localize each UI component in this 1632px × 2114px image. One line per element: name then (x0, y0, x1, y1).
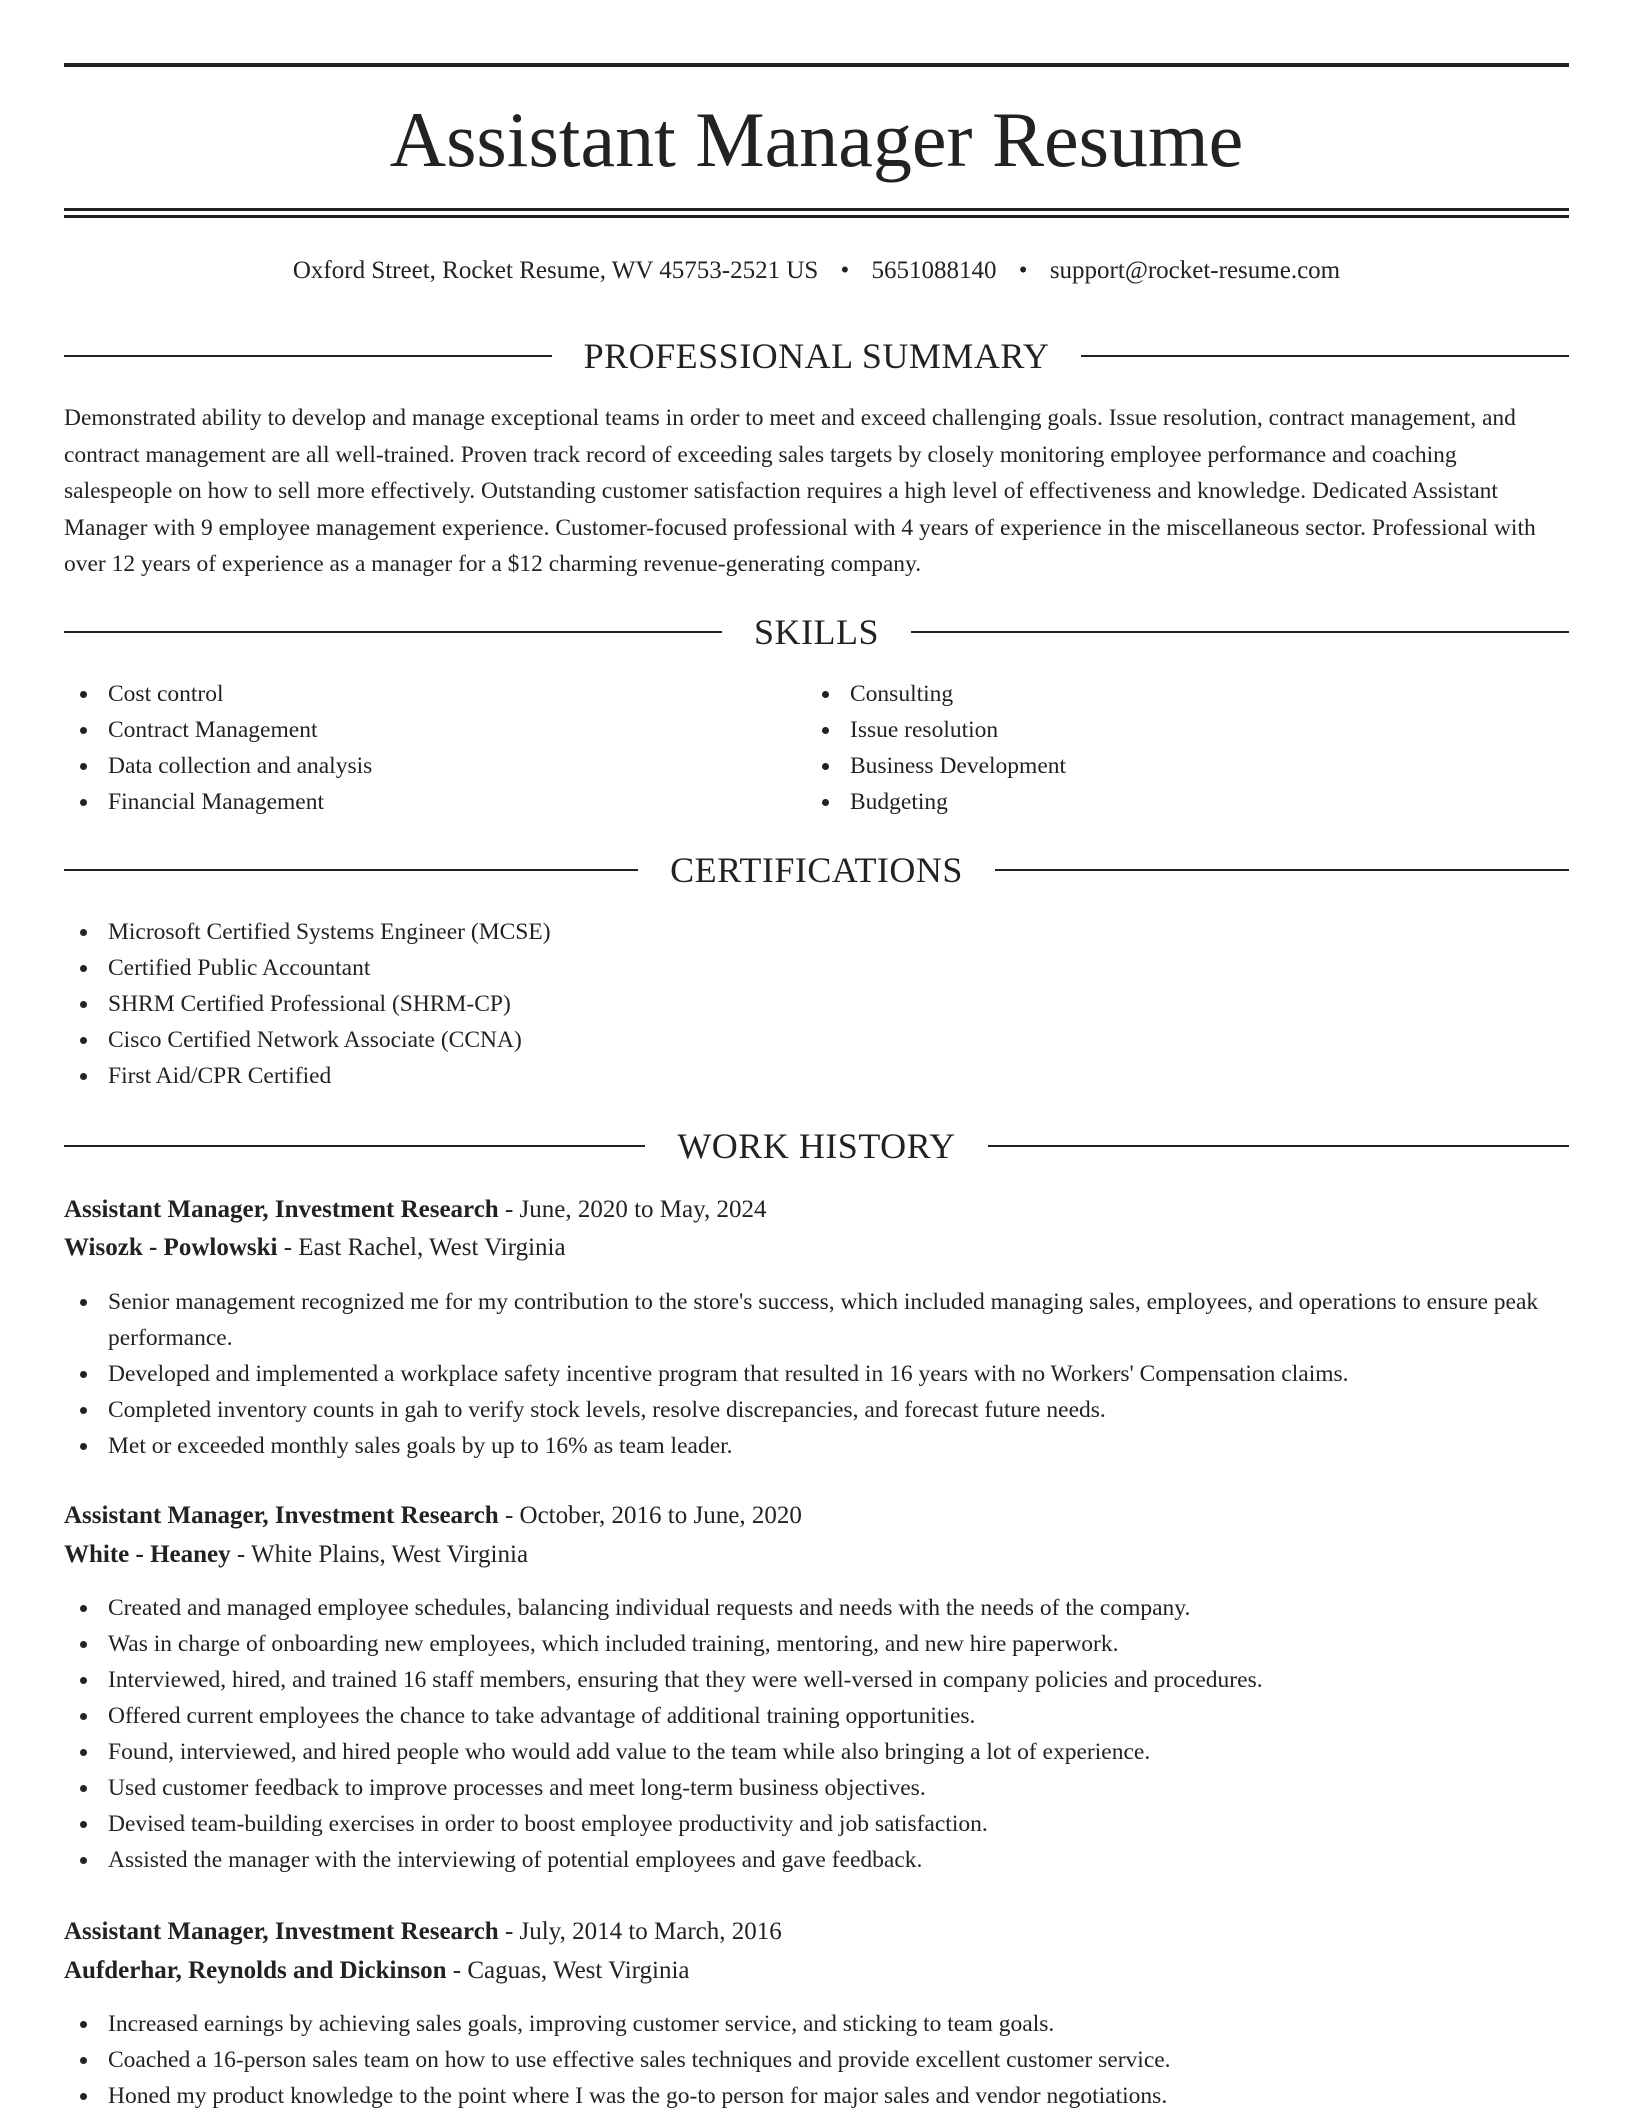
job-bullet: Completed inventory counts in gah to verify stock levels, resolve discrepancies, and forecast future needs. (64, 1392, 1569, 1428)
job-company-line (64, 1230, 1569, 1266)
job-bullet: Devised team-building exercises in order to boost employee productivity and job satisfaction. (64, 1806, 1569, 1842)
skill-item: Contract Management (64, 712, 804, 748)
job-location: - White Plains, West Virginia (230, 1541, 529, 1568)
skills-heading: SKILLS (754, 612, 880, 652)
job-bullet: Coached a 16-person sales team on how to use effective sales techniques and provide excellent customer service. (64, 2042, 1569, 2078)
heading-rule-right (1081, 355, 1569, 357)
job-location: - Caguas, West Virginia (446, 1957, 690, 1984)
skill-item: Issue resolution (806, 712, 1546, 748)
job-dates: - July, 2014 to March, 2016 (498, 1918, 782, 1945)
job-dates: - October, 2016 to June, 2020 (498, 1502, 802, 1529)
job-title: Assistant Manager, Investment Research (64, 1502, 499, 1529)
resume-title: Assistant Manager Resume (389, 96, 1244, 183)
heading-rule-left (64, 1145, 645, 1147)
job-bullet: Developed and implemented a workplace safety incentive program that resulted in 16 years with no Workers' Compensation claims. (64, 1356, 1569, 1392)
job-company: White - Heaney (64, 1541, 231, 1568)
job-title-line (64, 1498, 1569, 1534)
skill-item: Data collection and analysis (64, 748, 804, 784)
job-bullet: Assisted the manager with the interviewing of potential employees and gave feedback. (64, 1842, 1569, 1878)
top-rule (64, 63, 1569, 67)
certification-item: Microsoft Certified Systems Engineer (MCSE) (64, 914, 1569, 950)
job-bullet: Was in charge of onboarding new employees, which included training, mentoring, and new hire paperwork. (64, 1626, 1569, 1662)
job-company-line (64, 1537, 1569, 1573)
summary-heading: PROFESSIONAL SUMMARY (583, 336, 1050, 376)
job-title-line (64, 1192, 1569, 1228)
job-bullet: Senior management recognized me for my contribution to the store's success, which included managing sales, employees, and operations to ensure peak performance. (64, 1284, 1569, 1356)
certifications-section-heading (64, 848, 1569, 892)
certifications-heading: CERTIFICATIONS (670, 850, 963, 890)
certification-item: Cisco Certified Network Associate (CCNA) (64, 1022, 1569, 1058)
heading-rule-left (64, 355, 552, 357)
skill-item: Financial Management (64, 784, 804, 820)
job-bullets (64, 1284, 1569, 1464)
heading-rule-left (64, 869, 638, 871)
job-company: Aufderhar, Reynolds and Dickinson (64, 1957, 447, 1984)
job-title: Assistant Manager, Investment Research (64, 1918, 499, 1945)
skill-item: Budgeting (806, 784, 1546, 820)
heading-rule-right (988, 1145, 1569, 1147)
job-bullets (64, 1590, 1569, 1878)
job-bullet: Honed my product knowledge to the point where I was the go-to person for major sales and vendor negotiations. (64, 2078, 1569, 2114)
title-double-rule-lower (64, 215, 1569, 218)
job-bullet: Met or exceeded monthly sales goals by up to 16% as team leader. (64, 1428, 1569, 1464)
skill-item: Cost control (64, 676, 804, 712)
job-company-line (64, 1953, 1569, 1989)
work-history-section-heading (64, 1124, 1569, 1168)
job-dates: - June, 2020 to May, 2024 (498, 1196, 767, 1223)
job-bullet: Found, interviewed, and hired people who would add value to the team while also bringing a lot of experience. (64, 1734, 1569, 1770)
heading-rule-right (995, 869, 1569, 871)
certifications-list (64, 914, 1569, 1094)
job-bullet: Used customer feedback to improve processes and meet long-term business objectives. (64, 1770, 1569, 1806)
contact-phone: 5651088140 (871, 257, 997, 284)
contact-email: support@rocket-resume.com (1049, 257, 1341, 284)
title-double-rule-upper (64, 208, 1569, 211)
job-company: Wisozk - Powlowski (64, 1234, 278, 1261)
summary-text: Demonstrated ability to develop and manage exceptional teams in order to meet and exceed challenging goals. Issue resolution, contract management, and contract management are all well-trained. Proven track record of exceeding sales targets by closely monitoring employee performance and coaching salespeople on how to sell more effectively. Outstanding customer satisfaction requires a high level of effectiveness and knowledge. Dedicated Assistant Manager with 9 employee management experience. Customer-focused professional with 4 years of experience in the miscellaneous sector. Professional with over 12 years of experience as a manager for a $12 charming revenue-generating company. (64, 405, 1536, 577)
skills-list-left (64, 676, 804, 820)
contact-separator: • (1018, 257, 1028, 284)
skills-section-heading (64, 610, 1569, 654)
skills-list-right (806, 676, 1546, 820)
job-bullet: Increased earnings by achieving sales goals, improving customer service, and sticking to team goals. (64, 2006, 1569, 2042)
skill-item: Consulting (806, 676, 1546, 712)
job-title: Assistant Manager, Investment Research (64, 1196, 499, 1223)
work-history-heading: WORK HISTORY (677, 1126, 956, 1166)
heading-rule-left (64, 631, 722, 633)
contact-separator: • (840, 257, 850, 284)
job-bullet: Offered current employees the chance to take advantage of additional training opportunities. (64, 1698, 1569, 1734)
contact-line (64, 255, 1569, 287)
heading-rule-right (911, 631, 1569, 633)
certification-item: First Aid/CPR Certified (64, 1058, 1569, 1094)
job-title-line (64, 1914, 1569, 1950)
certification-item: SHRM Certified Professional (SHRM-CP) (64, 986, 1569, 1022)
job-location: - East Rachel, West Virginia (277, 1234, 566, 1261)
job-bullet: Interviewed, hired, and trained 16 staff members, ensuring that they were well-versed in company policies and procedures. (64, 1662, 1569, 1698)
skill-item: Business Development (806, 748, 1546, 784)
summary-section-heading (64, 334, 1569, 378)
job-bullets (64, 2006, 1569, 2114)
job-bullet: Created and managed employee schedules, balancing individual requests and needs with the needs of the company. (64, 1590, 1569, 1626)
certification-item: Certified Public Accountant (64, 950, 1569, 986)
contact-address: Oxford Street, Rocket Resume, WV 45753-2521 US (292, 257, 819, 284)
